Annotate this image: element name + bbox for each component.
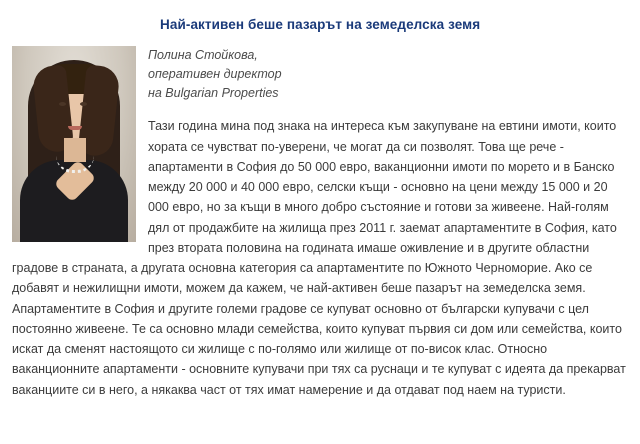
byline-line-role: оперативен директор	[148, 66, 282, 81]
byline-line-company: на Bulgarian Properties	[148, 85, 279, 100]
article-paragraph: Тази година мина под знака на интереса към закупуване на евтини имоти, които хората се чувстват по-уверени, че могат да си позволят. Това ще рече - апартаменти в София до 50 000 евро, ваканционни имоти по морето и в Банско между 20 000 и 40 000 евро, селски къщи - основно на цени между 15 000 и 20 000 евро, но за къщи в много добро състояние и готови за живеене. Най-голям дял от продажбите на жилища през 2011 г. заемат апартаментите в София, като през втората половина на годината имаше оживление и в другите областни градове в страната, а другата основна категория са апартаментите по Южното Черноморие. Ако се добавят и нежилищни имоти, можем да кажем, че най-активен беше пазарът на земеделска земя. Апартаментите в София и другите големи градове се купуват основно от български купувачи с цел постоянно живеене. Те са основно млади семейства, които купуват първия си дом или семейства, които искат да сменят настоящото си жилище с по-голямо или жилище от по-висок клас. Относно ваканционните апартаменти - основните купувачи при тях са руснаци и те купуват с идеята да прекарват ваканциите си в него, а някаква част от тях имат намерение и да отдават под наем на туристи.	[12, 119, 626, 397]
author-portrait-image	[12, 46, 136, 242]
byline-line-name: Полина Стойкова,	[148, 48, 258, 63]
page-title: Най-активен беше пазарът на земеделска земя	[160, 17, 481, 32]
